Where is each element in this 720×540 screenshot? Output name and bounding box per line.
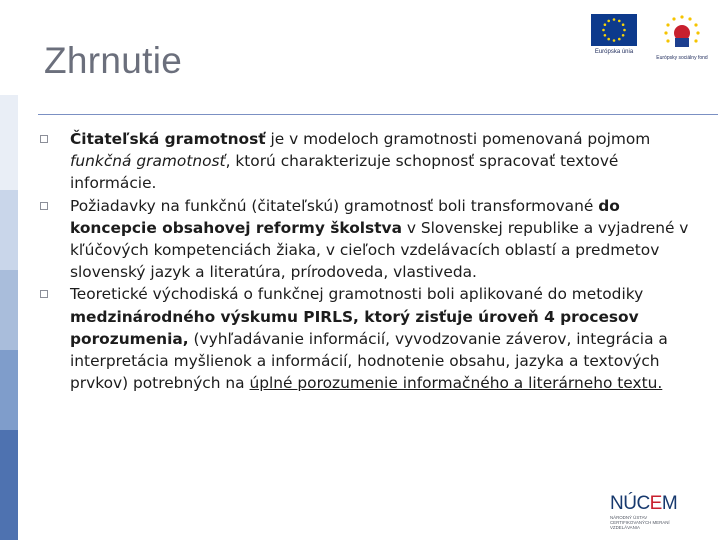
bullet-item xyxy=(40,128,700,195)
eu-logo xyxy=(588,14,640,56)
bullet-bold: medzinárodného výskumu PIRLS, ktorý zisťuje úroveň 4 procesov porozumenia, xyxy=(70,307,639,348)
nucem-word-part: NÚC xyxy=(610,493,650,514)
bullet-text: Teoretické východiská o funkčnej gramotnosti boli aplikované do metodiky xyxy=(70,285,644,304)
bullet-bold: do koncepcie obsahovej reformy školstva xyxy=(70,196,620,237)
bullet-text: Požiadavky na funkčnú (čitateľskú) gramotnosť boli transformované xyxy=(70,196,599,215)
bullet-item xyxy=(40,283,700,394)
title-divider xyxy=(38,114,718,115)
bullet-text: (vyhľadávanie informácií, vyvodzovanie záverov, integrácia a interpretácia myšlienok a informácií, hodnotenie obsahu, jazyka a textových prvkov) potrebných na xyxy=(70,329,668,393)
esf-star-icon xyxy=(657,14,707,52)
slide-title: Zhrnutie xyxy=(44,40,183,81)
bullet-underlined: úplné porozumenie informačného a literárneho textu. xyxy=(249,374,663,393)
bullet-text: , ktorú charakterizuje schopnosť spracovať textové informácie. xyxy=(70,152,619,193)
eu-label: Európska únia xyxy=(594,49,634,55)
nucem-word-accent: E xyxy=(649,493,662,514)
bullet-text: v Slovenskej republike a vyjadrené v kľúčových kompetenciách žiaka, v cieľoch vzdelávacích oblastí a predmetov slovenský jazyk a literatúra, prírodoveda, vlastiveda. xyxy=(70,218,689,282)
esf-logo xyxy=(654,14,710,62)
square-bullet-icon xyxy=(40,202,48,210)
nucem-word-part: M xyxy=(661,493,678,514)
square-bullet-icon xyxy=(40,135,48,143)
logo-group xyxy=(588,14,710,62)
nucem-logo xyxy=(610,493,688,530)
bullet-list xyxy=(40,128,700,394)
square-bullet-icon xyxy=(40,290,48,298)
side-gradient-bar xyxy=(0,0,18,540)
nucem-wordmark xyxy=(610,493,688,515)
bullet-text: je v modeloch gramotnosti pomenovaná pojmom xyxy=(265,130,651,148)
eu-flag-icon xyxy=(591,14,637,46)
bullet-italic: funkčná gramotnosť xyxy=(70,152,226,171)
esf-label: Európsky sociálny fond xyxy=(656,55,708,61)
bullet-item xyxy=(40,195,700,284)
bullet-bold: Čitateľská gramotnosť xyxy=(70,130,266,148)
nucem-subtitle: NÁRODNÝ ÚSTAV CERTIFIKOVANÝCH MERANÍ VZDELÁVANIA xyxy=(610,515,670,531)
